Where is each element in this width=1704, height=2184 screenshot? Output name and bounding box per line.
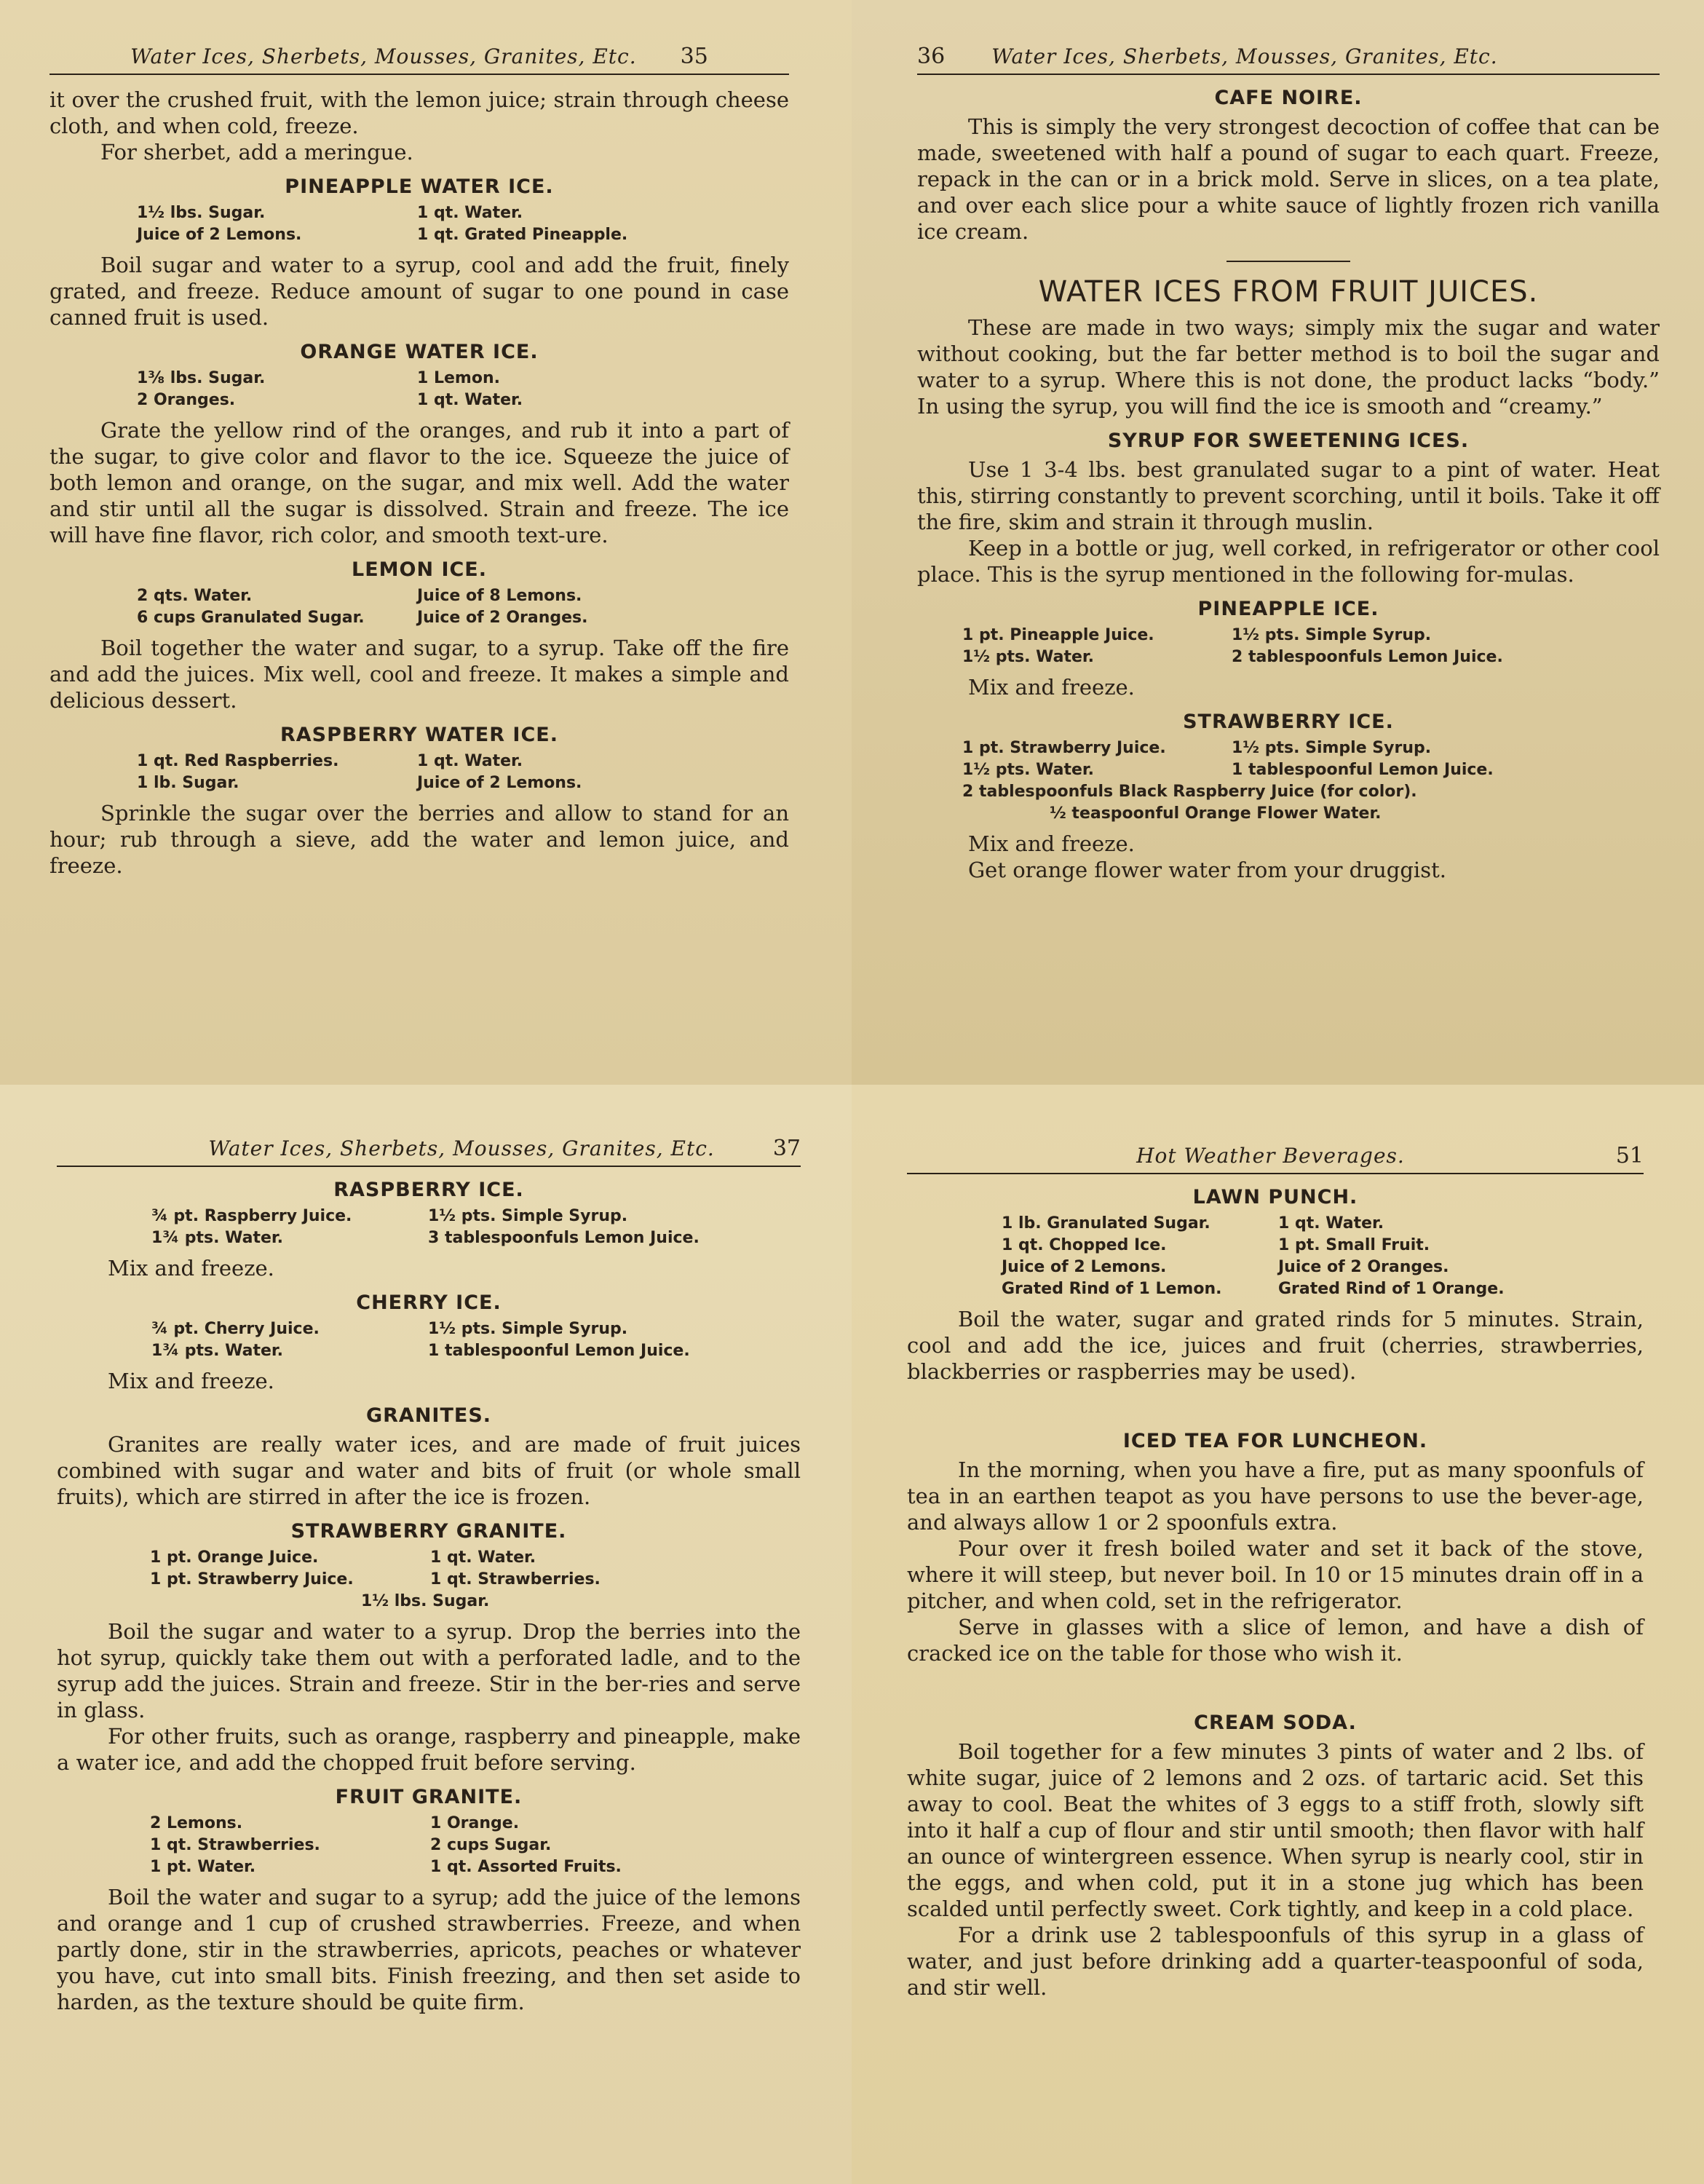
ingredient: 1½ pts. Simple Syrup. xyxy=(1232,739,1432,757)
recipe-title: ICED TEA FOR LUNCHEON. xyxy=(1122,1430,1428,1452)
paragraph: Mix and freeze. xyxy=(108,1256,274,1281)
ingredient: 1½ pts. Water. xyxy=(962,761,1094,779)
page-37-column xyxy=(57,1136,801,2015)
ingredient: 1 pt. Water. xyxy=(150,1858,256,1876)
ingredient: 2 tablespoonfuls Black Raspberry Juice (for color). xyxy=(962,783,1417,801)
paragraph: Boil together the water and sugar, to a syrup. Take off the fire and add the juices. Mix well, cool and freeze. It makes a simple and delicious dessert. xyxy=(49,636,789,713)
recipe-title: GRANITES. xyxy=(365,1404,492,1427)
ingredient: 1 qt. Water. xyxy=(417,752,523,770)
ingredient: ¾ pt. Raspberry Juice. xyxy=(151,1207,352,1225)
ingredient: Grated Rind of 1 Orange. xyxy=(1278,1280,1505,1298)
ingredient: 1¾ pts. Water. xyxy=(151,1229,283,1247)
ingredient-list xyxy=(1002,1213,1644,1300)
ingredient: 2 tablespoonfuls Lemon Juice. xyxy=(1232,648,1503,666)
ingredient: Juice of 2 Oranges. xyxy=(1278,1258,1449,1276)
paragraph: Granites are really water ices, and are made of fruit juices combined with sugar and water and bits of fruit (or whole small fruits), which are stirred in after the ice is frozen. xyxy=(57,1432,801,1509)
ingredient: 1 qt. Strawberries. xyxy=(150,1836,320,1854)
ingredient: 1⅜ lbs. Sugar. xyxy=(137,369,266,387)
recipe-title: PINEAPPLE WATER ICE. xyxy=(285,175,554,198)
running-header xyxy=(917,44,1660,75)
ingredient: 1 Orange. xyxy=(430,1814,520,1832)
ingredient-list xyxy=(137,751,789,794)
paragraph: Use 1 3-4 lbs. best granulated sugar to a pint of water. Heat this, stirring constantly to prevent scorching, until it boils. Take it off the fire, skim and strain it through muslin. xyxy=(917,457,1660,534)
ingredient: 6 cups Granulated Sugar. xyxy=(137,609,365,627)
ingredient: 3 tablespoonfuls Lemon Juice. xyxy=(428,1229,700,1247)
paragraph: Mix and freeze. xyxy=(968,675,1135,700)
paragraph: Sprinkle the sugar over the berries and allow to stand for an hour; rub through a sieve, add the water and lemon juice, and freeze. xyxy=(49,801,789,878)
recipe-title: LAWN PUNCH. xyxy=(1192,1186,1358,1208)
page-35 xyxy=(0,0,852,1085)
recipe-title: CAFE NOIRE. xyxy=(1214,87,1363,109)
recipe-title: ORANGE WATER ICE. xyxy=(300,341,539,363)
ingredient: 1 qt. Red Raspberries. xyxy=(137,752,339,770)
page-36 xyxy=(852,0,1704,1085)
ingredient: 1 Lemon. xyxy=(417,369,500,387)
ingredient-list xyxy=(962,737,1660,825)
ingredient: 1 qt. Water. xyxy=(1278,1214,1384,1233)
paragraph: Boil together for a few minutes 3 pints of water and 2 lbs. of white sugar, juice of 2 lemons and 2 ozs. of tartaric acid. Set this away to cool. Beat the whites of 3 eggs to a stiff froth, slowly sift into it half a cup of flour and stir until smooth; then flavor with half an ounce of wintergreen essence. When syrup is nearly cool, stir in the eggs, and when cold, put it in a stone jug which has been scalded until perfectly sweet. Cork tightly, and keep in a cold place. xyxy=(907,1739,1644,1921)
paragraph: Grate the yellow rind of the oranges, and rub it into a part of the sugar, to give color and flavor to the ice. Squeeze the juice of both lemon and orange, on the sugar, and mix well. Add the water and stir until all the sugar is dissolved. Strain and freeze. The ice will have fine flavor, rich color, and smooth text-ure. xyxy=(49,418,789,547)
page-number: 36 xyxy=(917,44,946,69)
ingredient: 1 pt. Orange Juice. xyxy=(150,1548,319,1567)
running-header-title: Water Ices, Sherbets, Mousses, Granites, Etc. xyxy=(130,44,637,68)
ingredient: Juice of 2 Lemons. xyxy=(137,226,302,244)
recipe-title: FRUIT GRANITE. xyxy=(335,1786,523,1808)
page-51 xyxy=(852,1085,1704,2184)
ingredient-list xyxy=(137,202,789,246)
paragraph: Boil the sugar and water to a syrup. Drop the berries into the hot syrup, quickly take them out with a perforated ladle, and to the syrup add the juices. Strain and freeze. Stir in the ber-ries and serve in glass. xyxy=(57,1619,801,1722)
paragraph: Pour over it fresh boiled water and set it back of the stove, where it will steep, but never boil. In 10 or 15 minutes drain off in a pitcher, and when cold, set in the refrigerator. xyxy=(907,1536,1644,1613)
paragraph: These are made in two ways; simply mix the sugar and water without cooking, but the far better method is to boil the sugar and water to a syrup. Where this is not done, the product lacks “body.” In using the syrup, you will find the ice is smooth and “creamy.” xyxy=(917,315,1660,419)
running-header xyxy=(57,1136,801,1167)
ingredient: 1 qt. Assorted Fruits. xyxy=(430,1858,622,1876)
ingredient-list xyxy=(137,368,789,411)
recipe-title: CHERRY ICE. xyxy=(356,1291,502,1314)
ingredient: Juice of 2 Lemons. xyxy=(1002,1258,1167,1276)
ingredient: 1 tablespoonful Lemon Juice. xyxy=(428,1342,690,1360)
page-number: 51 xyxy=(1615,1143,1644,1168)
recipe-title: CREAM SODA. xyxy=(1194,1712,1357,1734)
recipe-title: LEMON ICE. xyxy=(351,558,488,581)
ingredient: ½ teaspoonful Orange Flower Water. xyxy=(1050,804,1382,823)
paragraph: Mix and freeze. xyxy=(108,1369,274,1393)
section-title: WATER ICES FROM FRUIT JUICES. xyxy=(1038,275,1539,309)
ingredient: 1½ pts. Simple Syrup. xyxy=(1232,626,1432,644)
ingredient: 1¾ pts. Water. xyxy=(151,1342,283,1360)
paragraph: For other fruits, such as orange, raspberry and pineapple, make a water ice, and add the chopped fruit before serving. xyxy=(57,1724,801,1775)
paragraph: In the morning, when you have a fire, put as many spoonfuls of tea in an earthen teapot as you have persons to use the bever-age, and always allow 1 or 2 spoonfuls extra. xyxy=(907,1457,1644,1535)
ingredient: 1½ lbs. Sugar. xyxy=(137,204,266,222)
recipe-title: RASPBERRY ICE. xyxy=(333,1179,524,1201)
paragraph: Mix and freeze. xyxy=(968,831,1135,856)
paragraph: This is simply the very strongest decoction of coffee that can be made, sweetened with half a pound of sugar to each quart. Freeze, repack in the can or in a brick mold. Serve in slices, on a tea plate, and over each slice pour a white sauce of lightly frozen rich vanilla ice cream. xyxy=(917,114,1660,244)
paragraph: Boil sugar and water to a syrup, cool and add the fruit, finely grated, and freeze. Reduce amount of sugar to one pound in case canned fruit is used. xyxy=(49,253,789,330)
page-number: 35 xyxy=(680,44,708,69)
paragraph: Serve in glasses with a slice of lemon, and have a dish of cracked ice on the table for those who wish it. xyxy=(907,1615,1644,1666)
recipe-title: PINEAPPLE ICE. xyxy=(1197,598,1379,620)
paragraph: For sherbet, add a meringue. xyxy=(100,140,413,165)
ingredient: 1 pt. Strawberry Juice. xyxy=(962,739,1166,757)
ingredient-list xyxy=(962,625,1660,668)
paragraph: Boil the water, sugar and grated rinds for 5 minutes. Strain, cool and add the ice, juices and fruit (cherries, strawberries, blackberries or raspberries may be used). xyxy=(907,1307,1644,1384)
ingredient: 1 qt. Chopped Ice. xyxy=(1002,1236,1167,1254)
ingredient: Grated Rind of 1 Lemon. xyxy=(1002,1280,1222,1298)
ingredient: 2 Oranges. xyxy=(137,391,236,409)
ingredient: 2 qts. Water. xyxy=(137,587,253,605)
ingredient: 2 cups Sugar. xyxy=(430,1836,552,1854)
paragraph: it over the crushed fruit, with the lemon juice; strain through cheese cloth, and when cold, freeze. xyxy=(49,87,789,138)
ingredient: 1½ pts. Simple Syrup. xyxy=(428,1320,628,1338)
ingredient-list xyxy=(151,1318,801,1362)
ingredient-list xyxy=(151,1206,801,1249)
ingredient: 1½ lbs. Sugar. xyxy=(361,1592,490,1610)
page-35-column xyxy=(49,44,789,879)
running-header-title: Hot Weather Beverages. xyxy=(1136,1144,1405,1168)
ingredient: 1 lb. Sugar. xyxy=(137,774,239,792)
running-header xyxy=(49,44,789,75)
ingredient: 1 pt. Pineapple Juice. xyxy=(962,626,1154,644)
ingredient: 1 pt. Strawberry Juice. xyxy=(150,1570,354,1588)
running-header-title: Water Ices, Sherbets, Mousses, Granites, Etc. xyxy=(991,44,1498,68)
ingredient: 1 qt. Water. xyxy=(430,1548,536,1567)
recipe-title: STRAWBERRY GRANITE. xyxy=(290,1520,567,1543)
ingredient: 1 qt. Strawberries. xyxy=(430,1570,601,1588)
paragraph: Get orange flower water from your druggist. xyxy=(968,858,1446,882)
ingredient: 1 qt. Water. xyxy=(417,391,523,409)
paragraph: Keep in a bottle or jug, well corked, in refrigerator or other cool place. This is the syrup mentioned in the following for-mulas. xyxy=(917,536,1660,587)
ingredient: 1 qt. Water. xyxy=(417,204,523,222)
ingredient: 1 pt. Small Fruit. xyxy=(1278,1236,1430,1254)
ingredient: 1½ pts. Simple Syrup. xyxy=(428,1207,628,1225)
ingredient-list xyxy=(137,585,789,629)
ingredient: 1 lb. Granulated Sugar. xyxy=(1002,1214,1210,1233)
page-36-column xyxy=(917,44,1660,883)
divider xyxy=(1227,261,1350,262)
page-51-column xyxy=(907,1143,1644,2001)
recipe-title: STRAWBERRY ICE. xyxy=(1183,711,1394,733)
ingredient: 1½ pts. Water. xyxy=(962,648,1094,666)
ingredient: 1 qt. Grated Pineapple. xyxy=(417,226,628,244)
page-37 xyxy=(0,1085,852,2184)
ingredient: 2 Lemons. xyxy=(150,1814,243,1832)
recipe-title: RASPBERRY WATER ICE. xyxy=(280,724,558,746)
ingredient: 1 tablespoonful Lemon Juice. xyxy=(1232,761,1494,779)
ingredient-list xyxy=(150,1813,801,1878)
paragraph: For a drink use 2 tablespoonfuls of this syrup in a glass of water, and just before drinking add a quarter-teaspoonful of soda, and stir well. xyxy=(907,1923,1644,2000)
ingredient-list xyxy=(150,1547,801,1613)
page-number: 37 xyxy=(772,1136,801,1161)
recipe-title: SYRUP FOR SWEETENING ICES. xyxy=(1107,430,1470,452)
ingredient: ¾ pt. Cherry Juice. xyxy=(151,1320,320,1338)
ingredient: Juice of 2 Oranges. xyxy=(417,609,588,627)
ingredient: Juice of 2 Lemons. xyxy=(417,774,582,792)
paragraph: Boil the water and sugar to a syrup; add the juice of the lemons and orange and 1 cup of crushed strawberries. Freeze, and when partly done, stir in the strawberries, apricots, peaches or whatever you have, cut into small bits. Finish freezing, and then set aside to harden, as the texture should be quite firm. xyxy=(57,1885,801,2014)
running-header xyxy=(907,1143,1644,1174)
ingredient: Juice of 8 Lemons. xyxy=(417,587,582,605)
running-header-title: Water Ices, Sherbets, Mousses, Granites, Etc. xyxy=(208,1136,715,1160)
